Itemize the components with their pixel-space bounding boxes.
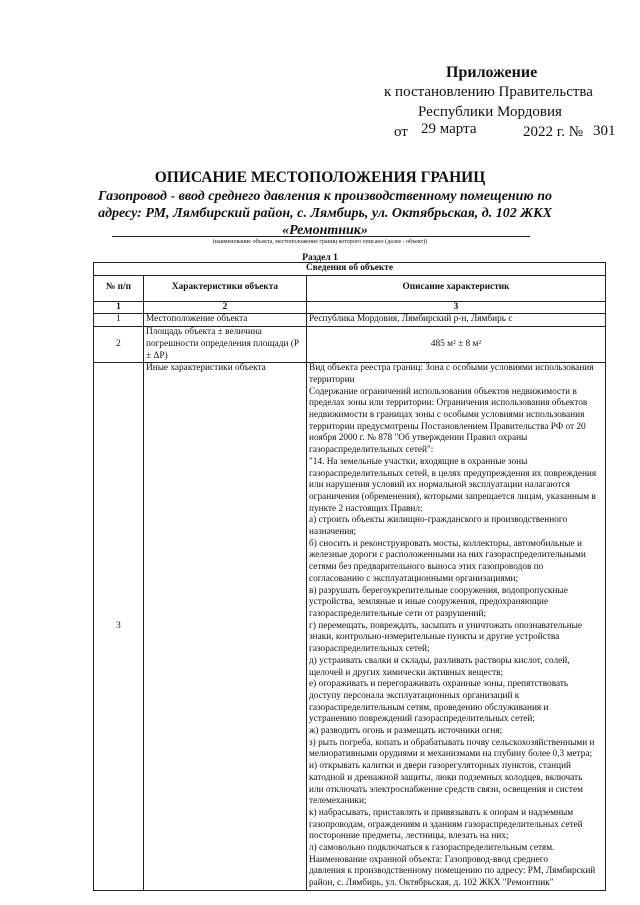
subtitle-underline [112, 236, 530, 237]
description-line: д) устраивать свалки и склады, разливать растворы кислот, солей, [309, 655, 570, 666]
row-number: 1 [94, 314, 144, 327]
col-number-1: 1 [94, 301, 144, 314]
description-line: устройства, земляные и иные сооружения, предохраняющие [309, 597, 549, 608]
table-row [94, 363, 606, 891]
row-value: Республика Мордовия, Лямбирский р-н, Лямбирь с [307, 314, 606, 327]
description-line: знаки, контрольно-измерительные пункты и другие устройства [309, 632, 560, 643]
description-line: железные дороги с расположенными на них газораспределительными [309, 550, 586, 561]
description-line: г) перемещать, повреждать, засыпать и уничтожать опознавательные [309, 620, 583, 631]
description-line: щелочей и других химически активных веществ; [309, 667, 504, 678]
description-line: ж) разводить огонь и размещать источники огня; [309, 726, 503, 737]
row-name: Площадь объекта ± величина погрешности определения площади (Р ± ΔР) [144, 327, 307, 363]
description-line: территории [309, 374, 355, 385]
description-line: "14. На земельные участки, входящие в охранные зоны [309, 456, 528, 467]
description-line: в) разрушать берегоукрепительные сооружения, водопропускные [309, 585, 568, 596]
row-name: Иные характеристики объекта [144, 363, 307, 891]
description-line: давления к производственному помещению по адресу: РМ, Лямбирский [309, 866, 596, 877]
description-line: Наименование охранной объекта: Газопровод-ввод среднего [309, 854, 548, 865]
description-line: б) сносить и реконструировать мосты, коллекторы, автомобильные и [309, 538, 582, 549]
description-line: согласованию с эксплуатационными организациями; [309, 573, 519, 584]
description-line: е) огораживать и перегораживать охранные зоны, препятствовать [309, 679, 569, 690]
description-line: доступу персонала эксплуатационных организаций к [309, 690, 520, 701]
description-line: посторонние предметы, лестницы, влезать на них; [309, 831, 509, 842]
row-number: 2 [94, 327, 144, 363]
appendix-line-1: к постановлению Правительства [384, 84, 593, 100]
description-line: и) открывать калитки и двери газорегуляторных пунктов, станций [309, 761, 572, 772]
section-title: Раздел 1 [302, 253, 338, 263]
description-line: газораспределительных сетей": [309, 445, 434, 456]
header-description: Описание характеристик [307, 275, 606, 301]
description-line: л) самовольно подключаться к газораспределительным сетям. [309, 843, 555, 854]
description-line: территории предусмотрены Постановлением Правительства РФ от 20 [309, 421, 586, 432]
row-value: 485 м² ± 8 м² [307, 327, 606, 363]
date-prefix: от [394, 124, 408, 140]
table-caption: Сведения об объекте [94, 263, 606, 276]
description-line: Вид объекта реестра границ: Зона с особыми условиями использования [309, 363, 594, 374]
description-line: газопроводам, ограждениям и зданиям газораспределительных сетей [309, 819, 583, 830]
description-line: газораспределительным сетям, проведению обслуживания и [309, 702, 549, 713]
description-line: з) рыть погреба, копать и обрабатывать почву сельскохозяйственными и [309, 737, 595, 748]
header-number: № п/п [94, 275, 144, 301]
row-number: 3 [94, 363, 144, 891]
description-line: район, с. Лямбирь, ул. Октябрьская, д. 102 ЖКХ "Ремонтник" [309, 878, 554, 889]
subtitle-line: адресу: РМ, Лямбирский район, с. Лямбирь, ул. Октябрьская, д. 102 ЖКХ [98, 206, 552, 221]
description-line: пределах зоны или территории: Ограничения использования объектов [309, 398, 588, 409]
col-number-3: 3 [307, 301, 606, 314]
description-line: катодной и дренажной защиты, люки подземных колодцев, включать [309, 772, 583, 783]
document-subtitle [95, 188, 555, 239]
row-name: Местоположение объекта [144, 314, 307, 327]
table-row [94, 314, 606, 327]
description-line: пункте 2 настоящих Правил: [309, 503, 423, 514]
date-year: 2022 г. № [523, 124, 584, 140]
col-number-2: 2 [144, 301, 307, 314]
description-line: газораспределительных сетей, в целях предупреждения их повреждения [309, 468, 597, 479]
description-line: сетями без предварительного выноса этих газопроводов по [309, 562, 544, 573]
description-line: или отключать электроснабжение средств связи, освещения и систем [309, 784, 583, 795]
description-line: или нарушения условий их нормальной эксплуатации налагаются [309, 480, 570, 491]
date-day-month: 29 марта [421, 121, 477, 137]
description-line: к) набрасывать, приставлять и привязывать к опорам и надземным [309, 807, 574, 818]
appendix-title: Приложение [446, 64, 538, 81]
appendix-line-2: Республики Мордовия [418, 104, 562, 120]
description-line: а) строить объекты жилищно-гражданского и производственного [309, 515, 568, 526]
description-line: устранению повреждений газораспределительных сетей; [309, 714, 535, 725]
header-characteristic: Характеристики объекта [144, 275, 307, 301]
description-line: газораспределительных сетей; [309, 644, 430, 655]
subtitle-line: «Ремонтник» [282, 223, 368, 238]
decree-number: 301 [593, 123, 616, 139]
row-value-long [307, 363, 606, 891]
description-line: ограничения (обременения), которыми запрещается лицам, указанным в [309, 491, 596, 502]
description-line: телемеханики; [309, 796, 367, 807]
document-title: ОПИСАНИЕ МЕСТОПОЛОЖЕНИЯ ГРАНИЦ [154, 169, 486, 186]
subtitle-line: Газопровод - ввод среднего давления к производственному помещению по [98, 189, 552, 204]
description-line: Содержание ограничений использования объектов недвижимости в [309, 386, 577, 397]
table-row [94, 327, 606, 363]
object-info-table [93, 262, 606, 891]
description-line: газораспределительные сети от разрушений; [309, 608, 487, 619]
description-line: ноября 2000 г. № 878 "Об утверждении Правил охраны [309, 433, 528, 444]
description-line: недвижимости в границах зоны с особыми условиями использования [309, 410, 585, 421]
description-line: назначения; [309, 527, 357, 538]
description-line: мелиоративными орудиями и механизмами на глубину более 0,3 метра; [309, 749, 593, 760]
object-caption: (наименование объекта, местоположение границ которого описано (далее - объект)) [212, 239, 428, 245]
